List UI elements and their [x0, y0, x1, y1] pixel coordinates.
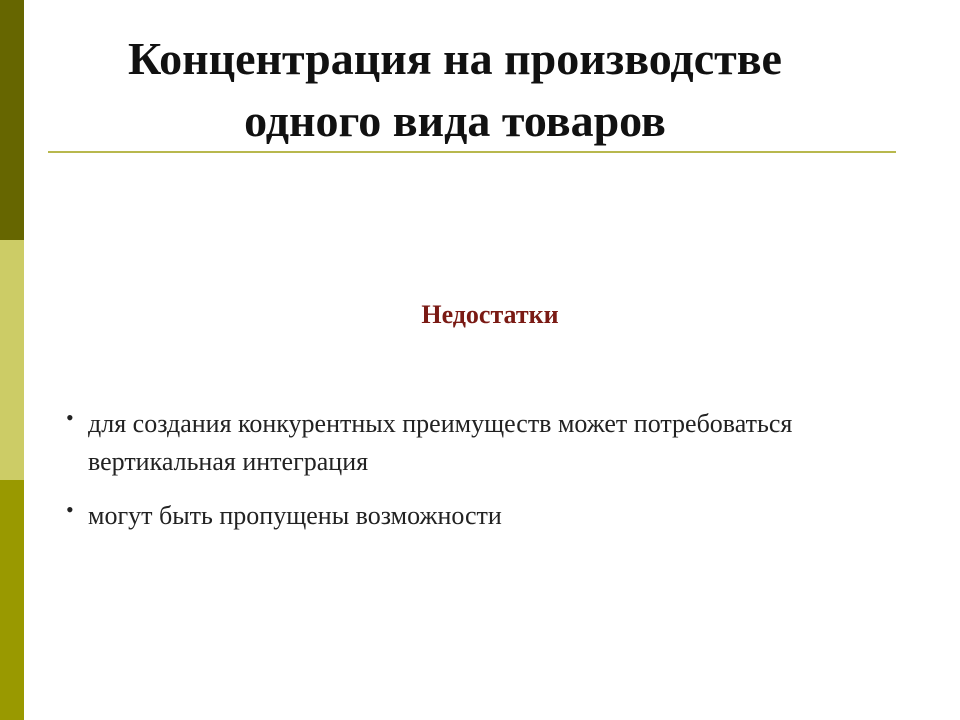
bullet-text: для создания конкурентных преимуществ может потребоваться вертикальная интеграция: [88, 409, 793, 476]
bullet-item: [60, 497, 820, 535]
sidebar-segment-top: [0, 0, 24, 240]
slide-title-line-2: одного вида товаров: [244, 95, 666, 146]
bullet-dot-icon: •: [66, 497, 74, 522]
bullet-list: [60, 405, 820, 551]
slide-title-line-1: Концентрация на производстве: [128, 33, 782, 84]
bullet-dot-icon: •: [66, 405, 74, 430]
section-subtitle: Недостатки: [421, 300, 559, 329]
slide-title: [60, 28, 850, 152]
sidebar-segment-middle: [0, 240, 24, 480]
bullet-item: [60, 405, 820, 481]
sidebar-segment-bottom: [0, 480, 24, 720]
bullet-text: могут быть пропущены возможности: [88, 501, 502, 530]
title-divider: [48, 151, 896, 153]
